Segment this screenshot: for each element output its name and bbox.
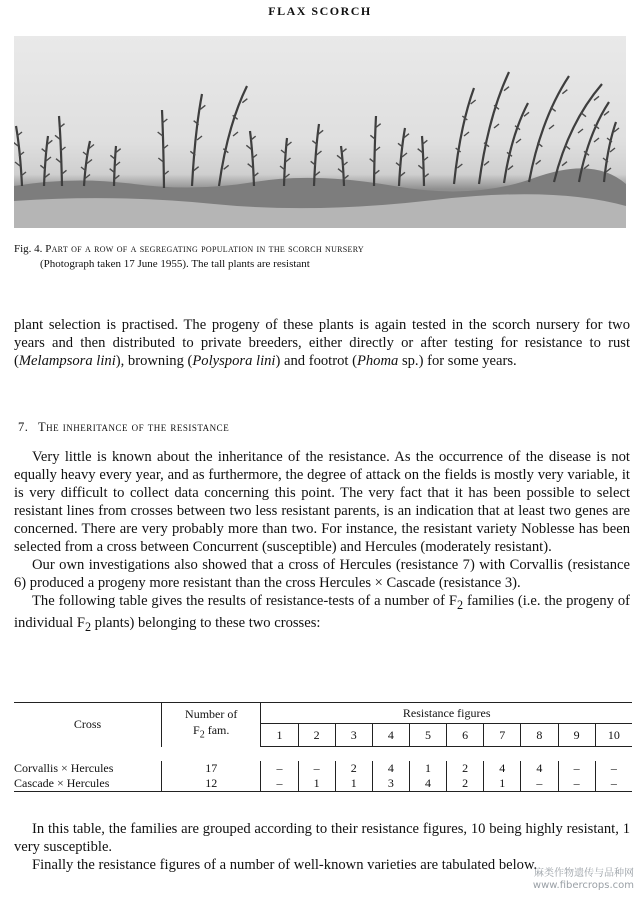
paragraph-selection: plant selection is practised. The progeny of these plants is again tested in the scorch nursery for two years and then distributed to private breeders, either directly or after testing for resistance to rust (Melampsora lini), browning (Polyspora lini) and footrot (Phoma sp.) for some years. [14, 317, 630, 369]
species-phoma: Phoma [356, 353, 399, 369]
flax-leaf [87, 160, 92, 164]
flax-leaf [457, 164, 462, 168]
resistance-figure-header: 7 [484, 724, 521, 747]
flax-leaf [584, 165, 589, 169]
resistance-count-cell: – [558, 761, 595, 776]
resistance-count-cell: 1 [409, 761, 446, 776]
watermark: 麻类作物遗传与品种网 www.fibercrops.com [532, 868, 634, 891]
cross-cell: Cascade × Hercules [14, 776, 110, 790]
resistance-count-cell: – [595, 761, 632, 776]
resistance-figure-header: 9 [558, 724, 595, 747]
resistance-count-cell: 1 [298, 776, 335, 792]
resistance-count-cell: 1 [484, 776, 521, 792]
figure-label: Fig. 4. [14, 243, 43, 255]
resistance-count-cell: 1 [335, 776, 372, 792]
species-melampsora: Melampsora lini [18, 353, 116, 369]
resistance-count-cell: 2 [447, 761, 484, 776]
resistance-count-cell: – [298, 761, 335, 776]
resistance-figure-header: 6 [447, 724, 484, 747]
flax-leaf [15, 162, 20, 166]
resistance-count-cell: – [595, 776, 632, 792]
flax-leaf [504, 87, 509, 91]
resistance-figure-header: 5 [409, 724, 446, 747]
running-head: FLAX SCORCH [268, 4, 372, 18]
flax-leaf [200, 105, 205, 109]
flax-leaf [508, 166, 513, 170]
table-row [14, 761, 632, 776]
col-header-number: Number of $F_2$ fam. [162, 703, 261, 747]
section-heading [18, 420, 229, 435]
flax-leaf [471, 100, 476, 104]
resistance-count-cell: 4 [521, 761, 558, 776]
resistance-figure-header: 10 [595, 724, 632, 747]
flax-leaf [610, 148, 615, 152]
paragraph-grouping: In this table, the families are grouped according to their resistance figures, 10 being highly resistant, 1 very susceptible. [14, 821, 630, 855]
resistance-figure-header: 8 [521, 724, 558, 747]
flax-leaf [242, 99, 247, 103]
flax-leaf [197, 136, 202, 140]
resistance-figure-header: 3 [335, 724, 372, 747]
resistance-count-cell: 3 [372, 776, 409, 792]
resistance-count-cell: 4 [372, 761, 409, 776]
resistance-figure-header: 1 [261, 724, 298, 747]
flax-plants-illustration [14, 36, 626, 228]
resistance-count-cell: – [521, 776, 558, 792]
flax-leaf [536, 160, 541, 164]
flax-leaf [578, 129, 583, 133]
flax-leaf [402, 153, 407, 157]
flax-leaf [594, 138, 599, 142]
resistance-count-cell: 4 [484, 761, 521, 776]
flax-leaf [562, 162, 567, 166]
paragraph-table-intro: The following table gives the results of resistance-tests of a number of $F_2$ families (i.e. the progeny of individual $F_2$ plants) belonging to these two crosses: [14, 593, 630, 634]
flax-leaf [606, 168, 611, 172]
flax-leaf [494, 124, 499, 128]
section-title: The inheritance of the resistance [38, 420, 230, 434]
flax-leaf [562, 90, 567, 94]
family-count-cell: 12 [162, 776, 261, 792]
flax-leaf [524, 112, 529, 116]
flax-leaf [604, 111, 609, 115]
cross-cell: Corvallis × Hercules [14, 761, 114, 775]
resistance-count-cell: 2 [447, 776, 484, 792]
flax-leaf [464, 132, 469, 136]
section-number: 7. [18, 420, 29, 434]
resistance-count-cell: – [558, 776, 595, 792]
resistance-count-cell: – [261, 761, 298, 776]
resistance-table [14, 702, 632, 798]
figure-title: Part of a row of a segregating population in the scorch nursery [45, 243, 364, 255]
flax-leaf [484, 161, 489, 165]
flax-leaf [581, 113, 586, 117]
flax-leaf [516, 139, 521, 143]
species-polyspora: Polyspora lini [192, 353, 276, 369]
col-header-cross: Cross [73, 717, 102, 732]
resistance-figure-header: 2 [298, 724, 335, 747]
family-count-cell: 17 [162, 761, 261, 776]
flax-leaf [549, 125, 554, 129]
flax-leaf [224, 165, 229, 169]
resistance-figure-header: 4 [372, 724, 409, 747]
flax-leaf [194, 167, 199, 171]
figure-caption-line2: (Photograph taken 17 June 1955). The tall plants are resistant [40, 258, 310, 270]
resistance-count-cell: – [261, 776, 298, 792]
paragraph-finally: Finally the resistance figures of a number of well-known varieties are tabulated below. [32, 857, 538, 873]
resistance-count-cell: 4 [409, 776, 446, 792]
field-photograph [14, 36, 626, 228]
flax-leaf [594, 96, 599, 100]
paragraph-investigations: Our own investigations also showed that a cross of Hercules (resistance 7) with Corvallis (resistance 6) produced a progeny more resistant than the cross Hercules × Cascade (resistance 3). [14, 557, 630, 591]
paragraph-table-notes [14, 820, 630, 874]
paragraph-inheritance-text: Very little is known about the inheritance of the resistance. As the occurrence of the disease is not equally heavy every year, and as furthermore, the degree of attack on the fields is mostly very variable, it is very difficult to collect data concerning this point. The very fact that it has been possible to select resistant lines from crosses between two less resistant parents, is an indication that at least two genes are concerned. There are very probably more than two. For instance, the resistant variety Noblesse has been selected from a cross between Concurrent (susceptible) and Hercules (moderately resistant). [14, 449, 630, 555]
figure-caption [14, 242, 626, 272]
flax-leaf [233, 132, 238, 136]
flax-leaf [317, 151, 322, 155]
col-header-resistance: Resistance figures [261, 703, 632, 724]
paragraph-inheritance [14, 448, 630, 636]
table-row [14, 776, 632, 792]
resistance-count-cell: 2 [335, 761, 372, 776]
